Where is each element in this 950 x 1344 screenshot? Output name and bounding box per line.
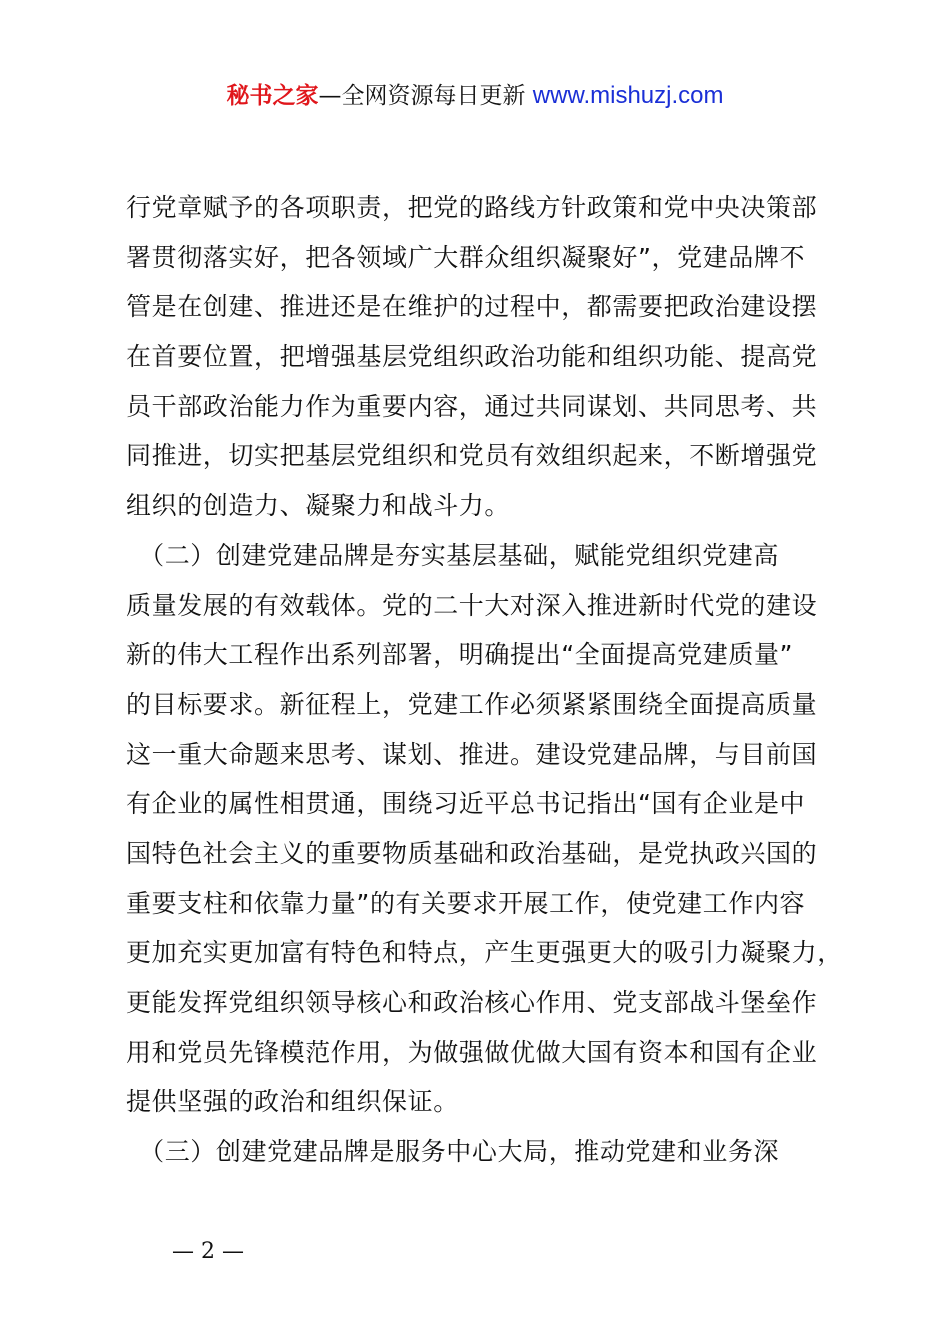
text-line: 行党章赋予的各项职责，把党的路线方针政策和党中央决策部 bbox=[126, 193, 818, 222]
brand-name: 秘书之家 bbox=[226, 83, 319, 109]
text-line: 更加充实更加富有特色和特点，产生更强更大的吸引力凝聚力， bbox=[126, 938, 843, 968]
text-line: 在首要位置，把增强基层党组织政治功能和组织功能、提高党 bbox=[126, 342, 818, 372]
text-line: 国特色社会主义的重要物质基础和政治基础，是党执政兴国的 bbox=[126, 838, 818, 868]
site-url-link[interactable]: www.mishuzj.com bbox=[532, 82, 724, 109]
text-line: 质量发展的有效载体。党的二十大对深入推进新时代党的建设 bbox=[126, 590, 818, 620]
text-line: 员干部政治能力作为重要内容，通过共同谋划、共同思考、共 bbox=[126, 391, 818, 421]
page-number: — 2 — bbox=[172, 1239, 244, 1264]
text-line: 同推进，切实把基层党组织和党员有效组织起来，不断增强党 bbox=[126, 441, 818, 471]
section-heading-line: （三）创建党建品牌是服务中心大局，推动党建和业务深 bbox=[126, 1137, 780, 1167]
text-line: 有企业的属性相贯通，围绕习近平总书记指出“国有企业是中 bbox=[126, 789, 806, 819]
text-line: 用和党员先锋模范作用，为做强做优做大国有资本和国有企业 bbox=[126, 1037, 818, 1067]
text-line: 管是在创建、推进还是在维护的过程中，都需要把政治建设摆 bbox=[126, 292, 818, 322]
text-line: 更能发挥党组织领导核心和政治核心作用、党支部战斗堡垒作 bbox=[126, 988, 818, 1017]
section-heading-line: （二）创建党建品牌是夯实基层基础，赋能党组织党建高 bbox=[126, 540, 780, 570]
text-line: 这一重大命题来思考、谋划、推进。建设党建品牌，与目前国 bbox=[126, 739, 818, 769]
document-body bbox=[126, 183, 843, 1177]
site-header bbox=[0, 78, 950, 114]
text-line: 提供坚强的政治和组织保证。 bbox=[126, 1087, 459, 1117]
text-line: 组织的创造力、凝聚力和战斗力。 bbox=[126, 491, 511, 521]
text-line: 新的伟大工程作出系列部署，明确提出“全面提高党建质量” bbox=[126, 640, 794, 670]
header-tagline: —全网资源每日更新 bbox=[318, 83, 526, 109]
text-line: 重要支柱和依靠力量”的有关要求开展工作，使党建工作内容 bbox=[126, 888, 806, 918]
text-line: 署贯彻落实好，把各领域广大群众组织凝聚好”，党建品牌不 bbox=[126, 242, 806, 272]
text-line: 的目标要求。新征程上，党建工作必须紧紧围绕全面提高质量 bbox=[126, 689, 818, 719]
